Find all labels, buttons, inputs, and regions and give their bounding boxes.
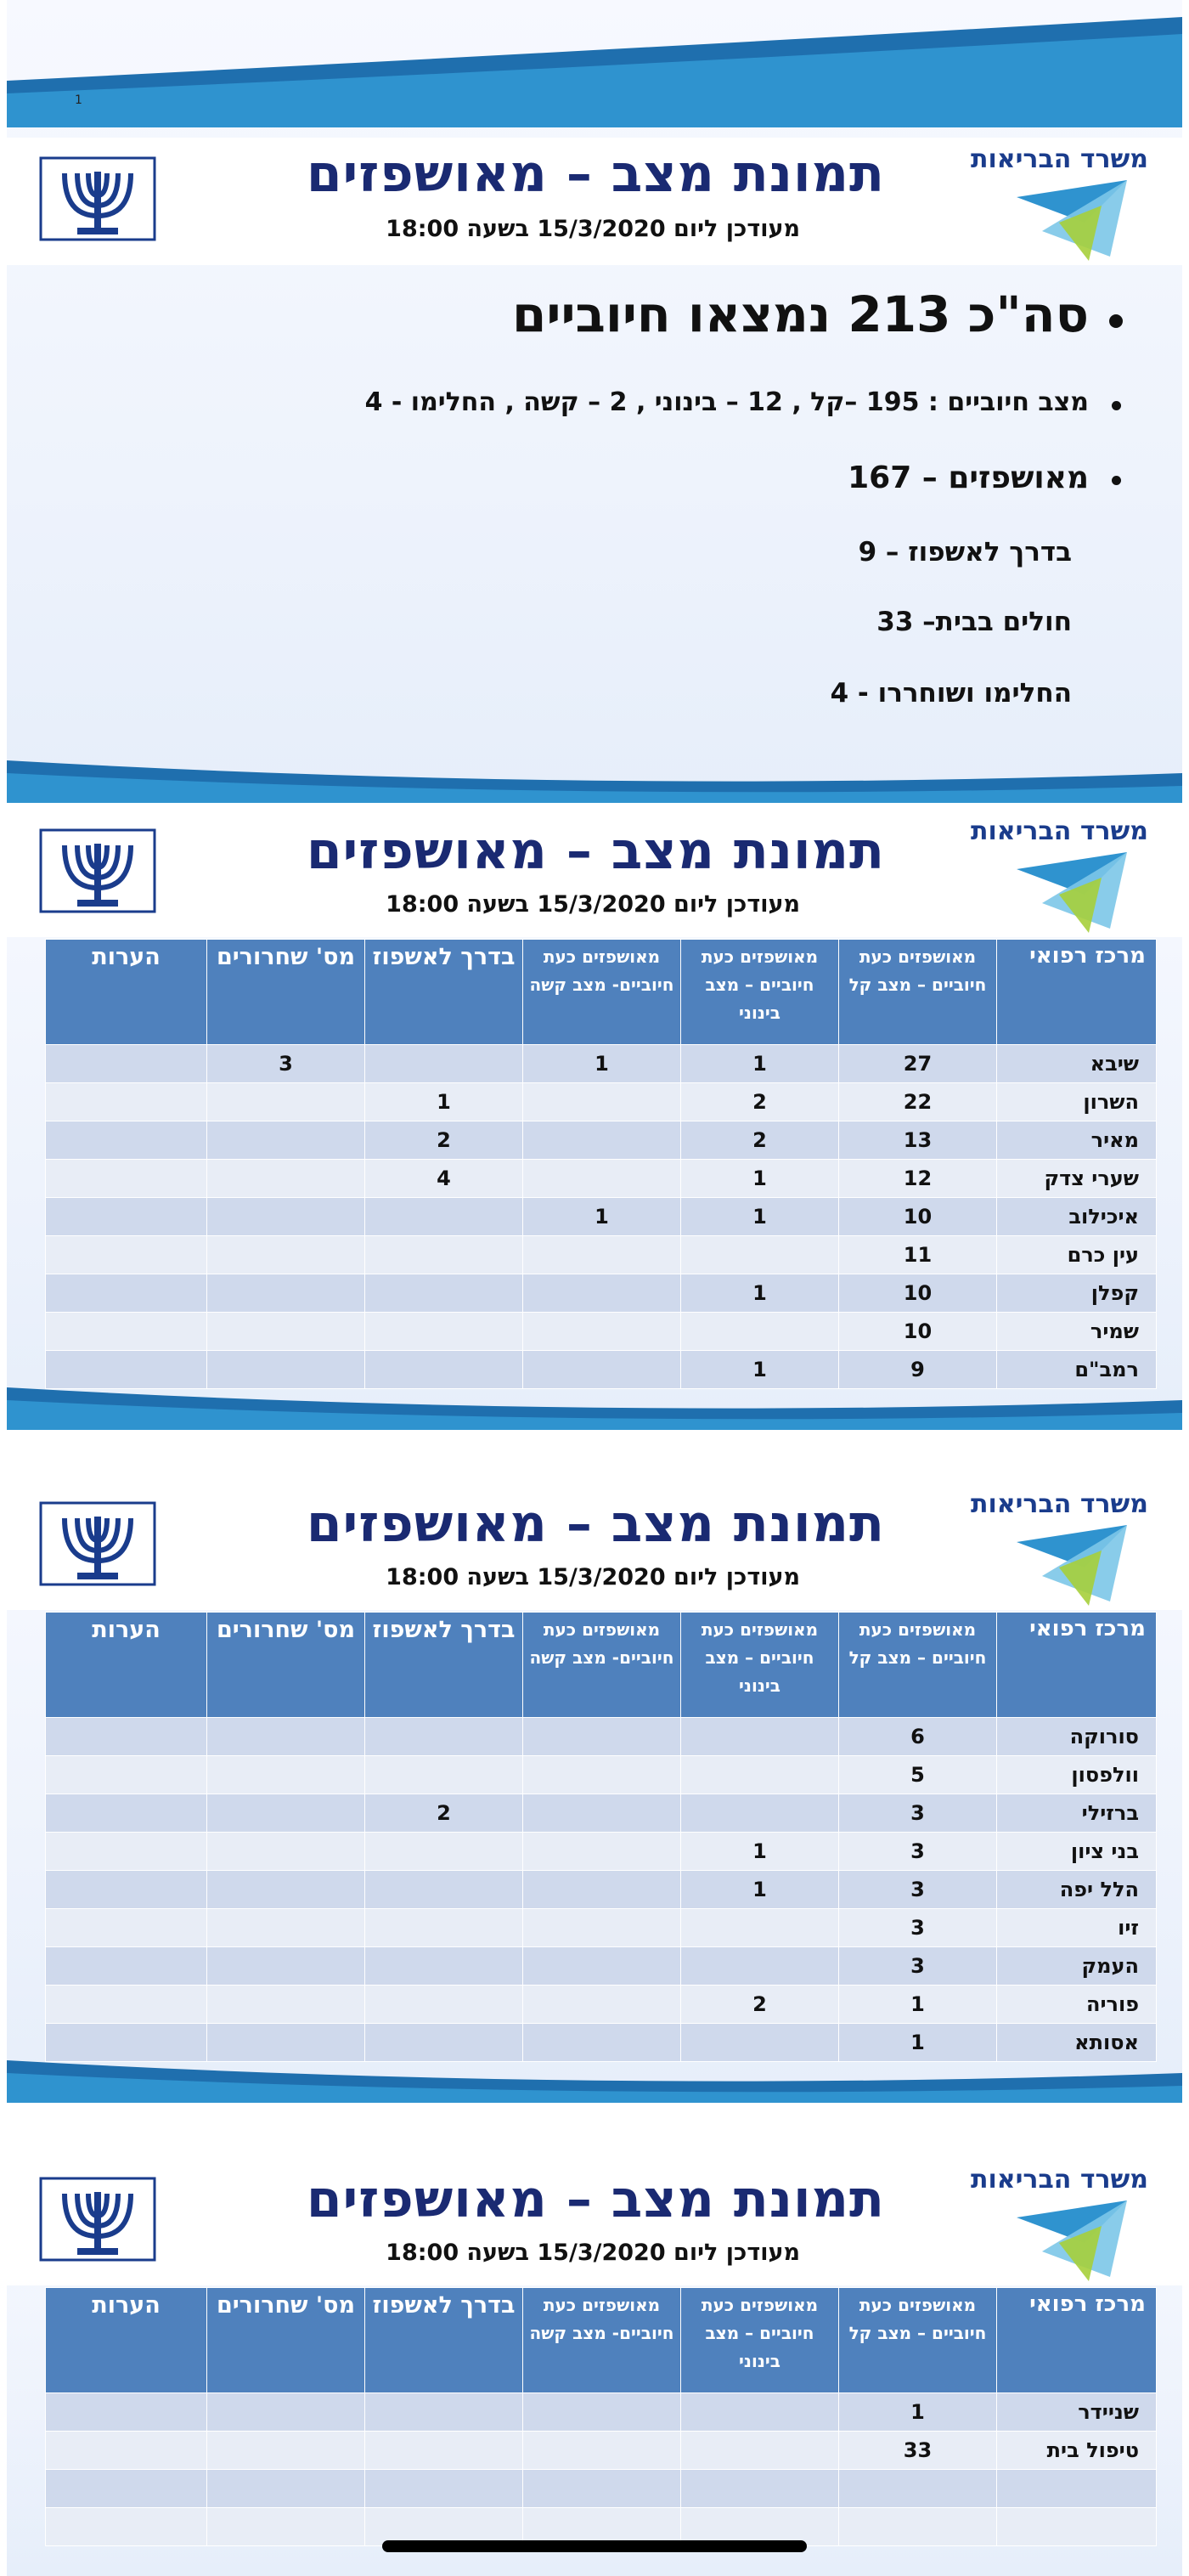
slide-subtitle: מעודכן ליום 15/3/2020 בשעה 18:00	[386, 891, 800, 918]
notes-cell	[46, 1236, 207, 1274]
discharges-cell	[207, 1871, 365, 1909]
severe-cell	[523, 2432, 681, 2470]
mild-cell: 9	[839, 1351, 997, 1389]
header-mild: מאושפזים כעת חיוביים – מצב קל	[839, 2288, 997, 2393]
medical-center-cell: בני ציון	[997, 1833, 1157, 1871]
discharges-cell	[207, 1083, 365, 1121]
discharges-cell	[207, 2393, 365, 2432]
en-route-cell	[365, 1313, 523, 1351]
en-route-cell	[365, 1198, 523, 1236]
mild-cell: 3	[839, 1833, 997, 1871]
en-route-cell	[365, 1986, 523, 2024]
discharges-cell	[207, 1947, 365, 1986]
table-row	[46, 1121, 1157, 1160]
severe-cell	[523, 1986, 681, 2024]
moderate-cell	[681, 1947, 839, 1986]
bullet-dot	[1112, 476, 1121, 485]
bullet-dot	[1109, 314, 1123, 328]
mild-cell: 1	[839, 1986, 997, 2024]
severe-cell: 1	[523, 1198, 681, 1236]
notes-cell	[46, 1083, 207, 1121]
severe-cell	[523, 1909, 681, 1947]
moderate-cell: 1	[681, 1351, 839, 1389]
en-route-cell	[365, 1871, 523, 1909]
header-severe: מאושפזים כעת חיוביים- מצב קשה	[523, 2288, 681, 2393]
slide-header	[7, 1483, 1182, 1610]
mild-cell: 27	[839, 1045, 997, 1083]
moderate-cell: 1	[681, 1871, 839, 1909]
table-row	[46, 2393, 1157, 2432]
medical-center-cell: השרון	[997, 1083, 1157, 1121]
notes-cell	[46, 1871, 207, 1909]
table-row	[46, 1794, 1157, 1833]
slide-title: תמונת מצב – מאושפזים	[306, 144, 885, 204]
en-route-cell: 4	[365, 1160, 523, 1198]
header-mild: מאושפזים כעת חיוביים – מצב קל	[839, 1613, 997, 1718]
mild-cell: 22	[839, 1083, 997, 1121]
notes-cell	[46, 2470, 207, 2508]
table-row	[46, 1198, 1157, 1236]
moderate-cell: 2	[681, 1083, 839, 1121]
severe-cell	[523, 1160, 681, 1198]
slide-subtitle: מעודכן ליום 15/3/2020 בשעה 18:00	[386, 2240, 800, 2266]
mild-cell: 10	[839, 1198, 997, 1236]
table-row	[46, 1871, 1157, 1909]
severe-cell	[523, 1274, 681, 1313]
table-row	[46, 1986, 1157, 2024]
discharges-cell	[207, 1718, 365, 1756]
mild-cell: 10	[839, 1274, 997, 1313]
ministry-name: משרד הבריאות	[970, 2165, 1148, 2195]
summary-slide	[7, 0, 1182, 803]
severe-cell	[523, 1871, 681, 1909]
mild-cell: 3	[839, 1794, 997, 1833]
discharges-cell	[207, 1986, 365, 2024]
mild-cell	[839, 2508, 997, 2546]
moderate-cell: 2	[681, 1121, 839, 1160]
hospital-table	[45, 939, 1157, 1389]
en-route-cell: 1	[365, 1083, 523, 1121]
hospital-table-slide-1	[7, 810, 1182, 1430]
discharges-cell	[207, 1121, 365, 1160]
slide-title: תמונת מצב – מאושפזים	[306, 1494, 885, 1554]
header-en-route: בדרך לאשפוז	[365, 940, 523, 1045]
menorah-emblem-icon	[39, 1501, 156, 1586]
moderate-cell	[681, 2393, 839, 2432]
discharges-cell	[207, 1274, 365, 1313]
moderate-cell	[681, 1909, 839, 1947]
table-row	[46, 1274, 1157, 1313]
medical-center-cell: רמב"ם	[997, 1351, 1157, 1389]
mild-cell: 11	[839, 1236, 997, 1274]
table-row	[46, 1236, 1157, 1274]
table-row	[46, 1718, 1157, 1756]
medical-center-cell: הלל יפה	[997, 1871, 1157, 1909]
moderate-cell	[681, 1794, 839, 1833]
slide-subtitle: מעודכן ליום 15/3/2020 בשעה 18:00	[386, 216, 800, 242]
en-route-count: בדרך לאשפוז – 9	[858, 537, 1072, 568]
menorah-emblem-icon	[39, 828, 156, 913]
header-discharges: מס' שחרורים	[207, 2288, 365, 2393]
table-row	[46, 1947, 1157, 1986]
ministry-star-logo-icon	[1008, 1517, 1135, 1610]
notes-cell	[46, 2432, 207, 2470]
medical-center-cell: אסותא	[997, 2024, 1157, 2062]
moderate-cell: 1	[681, 1198, 839, 1236]
severe-cell	[523, 2470, 681, 2508]
en-route-cell	[365, 2393, 523, 2432]
mild-cell: 3	[839, 1947, 997, 1986]
recovered-count: החלימו ושוחררו - 4	[830, 678, 1072, 709]
moderate-cell: 1	[681, 1833, 839, 1871]
header-moderate: מאושפזים כעת חיוביים – מצב בינוני	[681, 940, 839, 1045]
en-route-cell	[365, 2470, 523, 2508]
page-number: 1	[75, 93, 82, 107]
discharges-cell	[207, 1833, 365, 1871]
medical-center-cell: שיבא	[997, 1045, 1157, 1083]
header-mild: מאושפזים כעת חיוביים – מצב קל	[839, 940, 997, 1045]
slide-header	[7, 2158, 1182, 2285]
severe-cell	[523, 1121, 681, 1160]
moderate-cell: 1	[681, 1045, 839, 1083]
medical-center-cell: העמק	[997, 1947, 1157, 1986]
moderate-cell	[681, 1313, 839, 1351]
slide-header	[7, 810, 1182, 937]
notes-cell	[46, 1045, 207, 1083]
notes-cell	[46, 2508, 207, 2546]
slide-title: תמונת מצב – מאושפזים	[306, 2170, 885, 2229]
bottom-wave-band	[7, 2052, 1182, 2103]
notes-cell	[46, 1833, 207, 1871]
moderate-cell: 1	[681, 1160, 839, 1198]
medical-center-cell: זיו	[997, 1909, 1157, 1947]
hospital-table	[45, 2287, 1157, 2546]
mild-cell: 1	[839, 2024, 997, 2062]
discharges-cell	[207, 1160, 365, 1198]
table-row	[46, 1045, 1157, 1083]
table-row	[46, 1756, 1157, 1794]
header-discharges: מס' שחרורים	[207, 940, 365, 1045]
moderate-cell	[681, 2470, 839, 2508]
en-route-cell	[365, 1274, 523, 1313]
medical-center-cell: שמיר	[997, 1313, 1157, 1351]
status-breakdown: מצב חיוביים : 195 –קל , 12 – בינוני , 2 – קשה , החלימו - 4	[364, 387, 1089, 417]
home-indicator[interactable]	[382, 2540, 807, 2552]
moderate-cell: 1	[681, 1274, 839, 1313]
menorah-emblem-icon	[39, 2177, 156, 2262]
hospitalized-count: מאושפזים – 167	[848, 460, 1089, 495]
moderate-cell	[681, 1718, 839, 1756]
table-row	[46, 2470, 1157, 2508]
mild-cell: 3	[839, 1909, 997, 1947]
discharges-cell: 3	[207, 1045, 365, 1083]
header-discharges: מס' שחרורים	[207, 1613, 365, 1718]
discharges-cell	[207, 2508, 365, 2546]
severe-cell	[523, 1718, 681, 1756]
en-route-cell: 2	[365, 1794, 523, 1833]
en-route-cell	[365, 1947, 523, 1986]
mild-cell: 12	[839, 1160, 997, 1198]
en-route-cell	[365, 1045, 523, 1083]
slide-title: תמונת מצב – מאושפזים	[306, 822, 885, 881]
medical-center-cell: ברזילי	[997, 1794, 1157, 1833]
medical-center-cell: שערי צדק	[997, 1160, 1157, 1198]
medical-center-cell	[997, 2508, 1157, 2546]
table-row	[46, 1083, 1157, 1121]
table-body	[46, 1718, 1157, 2062]
bullet-dot	[1112, 401, 1121, 410]
discharges-cell	[207, 2432, 365, 2470]
discharges-cell	[207, 1756, 365, 1794]
home-patients-count: חולים בבית– 33	[876, 607, 1072, 637]
notes-cell	[46, 1909, 207, 1947]
slide-subtitle: מעודכן ליום 15/3/2020 בשעה 18:00	[386, 1564, 800, 1590]
hospital-table	[45, 1612, 1157, 2062]
severe-cell	[523, 1083, 681, 1121]
notes-cell	[46, 1794, 207, 1833]
header-en-route: בדרך לאשפוז	[365, 1613, 523, 1718]
severe-cell	[523, 1313, 681, 1351]
menorah-emblem-icon	[39, 156, 156, 241]
header-medical-center: מרכז רפואי	[997, 1613, 1157, 1718]
ministry-name: משרד הבריאות	[970, 144, 1148, 174]
medical-center-cell: קפלן	[997, 1274, 1157, 1313]
mild-cell	[839, 2470, 997, 2508]
header-notes: הערות	[46, 2288, 207, 2393]
severe-cell: 1	[523, 1045, 681, 1083]
table-row	[46, 1833, 1157, 1871]
header-moderate: מאושפזים כעת חיוביים – מצב בינוני	[681, 2288, 839, 2393]
header-moderate: מאושפזים כעת חיוביים – מצב בינוני	[681, 1613, 839, 1718]
mild-cell: 13	[839, 1121, 997, 1160]
severe-cell	[523, 1947, 681, 1986]
total-positive-summary: סה"כ 213 נמצאו חיוביים	[512, 285, 1089, 343]
discharges-cell	[207, 1198, 365, 1236]
medical-center-cell: פוריה	[997, 1986, 1157, 2024]
mild-cell: 5	[839, 1756, 997, 1794]
bottom-wave-band	[7, 1379, 1182, 1430]
severe-cell	[523, 1236, 681, 1274]
hospital-table-slide-3	[7, 2158, 1182, 2576]
table-row	[46, 1313, 1157, 1351]
mild-cell: 10	[839, 1313, 997, 1351]
header-medical-center: מרכז רפואי	[997, 940, 1157, 1045]
discharges-cell	[207, 1794, 365, 1833]
hospital-table-slide-2	[7, 1483, 1182, 2103]
notes-cell	[46, 1756, 207, 1794]
header-medical-center: מרכז רפואי	[997, 2288, 1157, 2393]
table-row	[46, 1909, 1157, 1947]
notes-cell	[46, 1274, 207, 1313]
ministry-name: משרד הבריאות	[970, 1489, 1148, 1519]
header-notes: הערות	[46, 1613, 207, 1718]
mild-cell: 33	[839, 2432, 997, 2470]
severe-cell	[523, 2393, 681, 2432]
en-route-cell	[365, 1236, 523, 1274]
en-route-cell	[365, 1909, 523, 1947]
en-route-cell	[365, 1833, 523, 1871]
medical-center-cell: טיפול בית	[997, 2432, 1157, 2470]
notes-cell	[46, 1313, 207, 1351]
mild-cell: 6	[839, 1718, 997, 1756]
medical-center-cell: מאיר	[997, 1121, 1157, 1160]
moderate-cell	[681, 1236, 839, 1274]
medical-center-cell: שניידר	[997, 2393, 1157, 2432]
discharges-cell	[207, 1236, 365, 1274]
severe-cell	[523, 1833, 681, 1871]
ministry-star-logo-icon	[1008, 2192, 1135, 2285]
en-route-cell: 2	[365, 1121, 523, 1160]
ministry-star-logo-icon	[1008, 844, 1135, 937]
header-notes: הערות	[46, 940, 207, 1045]
severe-cell	[523, 1794, 681, 1833]
header-severe: מאושפזים כעת חיוביים- מצב קשה	[523, 940, 681, 1045]
discharges-cell	[207, 1313, 365, 1351]
medical-center-cell: וולפסון	[997, 1756, 1157, 1794]
table-body	[46, 1045, 1157, 1389]
discharges-cell	[207, 1909, 365, 1947]
medical-center-cell: סורוקה	[997, 1718, 1157, 1756]
table-row	[46, 1160, 1157, 1198]
medical-center-cell	[997, 2470, 1157, 2508]
discharges-cell	[207, 2470, 365, 2508]
mild-cell: 1	[839, 2393, 997, 2432]
notes-cell	[46, 1198, 207, 1236]
notes-cell	[46, 1718, 207, 1756]
slide-header	[7, 138, 1182, 265]
mild-cell: 3	[839, 1871, 997, 1909]
en-route-cell	[365, 1718, 523, 1756]
table-body	[46, 2393, 1157, 2546]
severe-cell	[523, 1756, 681, 1794]
header-en-route: בדרך לאשפוז	[365, 2288, 523, 2393]
medical-center-cell: עין כרם	[997, 1236, 1157, 1274]
notes-cell	[46, 1947, 207, 1986]
moderate-cell	[681, 1756, 839, 1794]
notes-cell	[46, 1160, 207, 1198]
ministry-star-logo-icon	[1008, 172, 1135, 265]
en-route-cell	[365, 2432, 523, 2470]
medical-center-cell: איכילוב	[997, 1198, 1157, 1236]
ministry-name: משרד הבריאות	[970, 816, 1148, 846]
bottom-wave-band	[7, 752, 1182, 803]
moderate-cell	[681, 2432, 839, 2470]
en-route-cell	[365, 1756, 523, 1794]
table-row	[46, 2432, 1157, 2470]
top-wave-band	[7, 0, 1182, 127]
notes-cell	[46, 2393, 207, 2432]
moderate-cell: 2	[681, 1986, 839, 2024]
header-severe: מאושפזים כעת חיוביים- מצב קשה	[523, 1613, 681, 1718]
notes-cell	[46, 1121, 207, 1160]
notes-cell	[46, 1986, 207, 2024]
